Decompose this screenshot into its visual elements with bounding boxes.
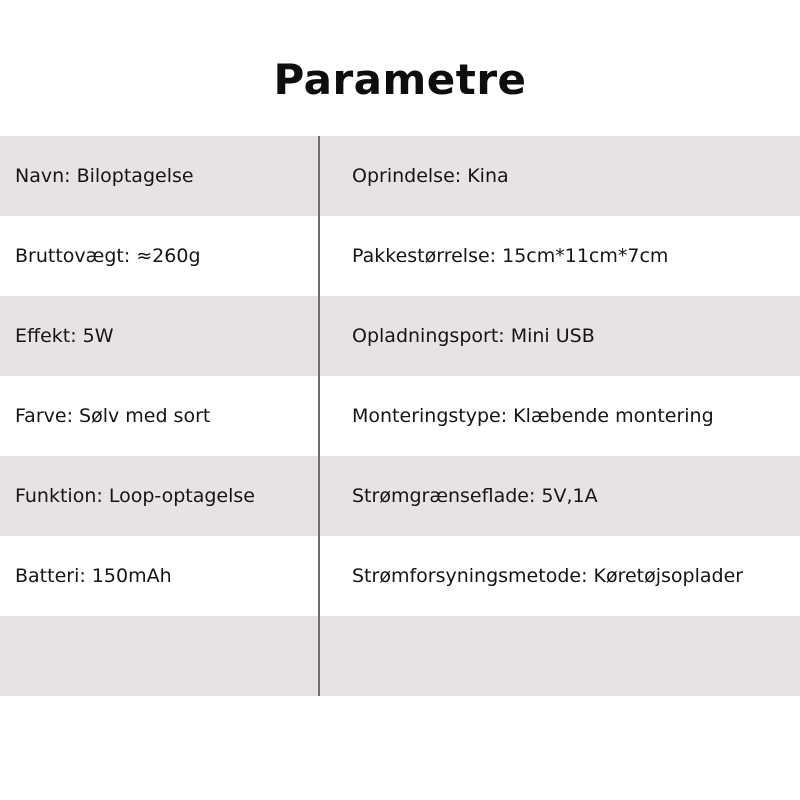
table-cell-right: Oprindelse: Kina [352, 165, 509, 187]
page-title: Parametre [273, 55, 527, 104]
table-row [0, 536, 800, 616]
table-cell-left: Effekt: 5W [15, 325, 114, 347]
table-row [0, 136, 800, 216]
table-cell-left: Batteri: 150mAh [15, 565, 172, 587]
table-cell-right: Strømgrænseflade: 5V,1A [352, 485, 598, 507]
table-cell-right: Pakkestørrelse: 15cm*11cm*7cm [352, 245, 669, 267]
table-cell-left: Bruttovægt: ≈260g [15, 245, 201, 267]
table-row [0, 376, 800, 456]
column-divider [318, 136, 320, 696]
table-row-empty [0, 616, 800, 696]
table-cell-left: Funktion: Loop-optagelse [15, 485, 255, 507]
table-row [0, 456, 800, 536]
table-cell-right: Opladningsport: Mini USB [352, 325, 595, 347]
table-cell-right: Strømforsyningsmetode: Køretøjsoplader [352, 565, 744, 587]
table-cell-right: Monteringstype: Klæbende montering [352, 405, 714, 427]
table-row [0, 216, 800, 296]
table-row [0, 296, 800, 376]
table-cell-left: Navn: Biloptagelse [15, 165, 194, 187]
table-cell-left: Farve: Sølv med sort [15, 405, 211, 427]
parameters-table [0, 136, 800, 696]
